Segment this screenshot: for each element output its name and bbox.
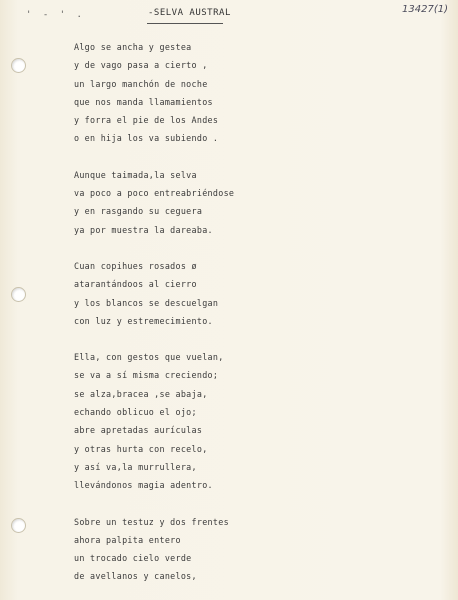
punch-hole xyxy=(11,287,26,302)
archive-number: 13427(1) xyxy=(402,4,448,15)
stanza-2 xyxy=(74,166,434,239)
poem-line: abre apretadas aurículas xyxy=(74,425,203,436)
poem-line: con luz y estremecimiento. xyxy=(74,315,213,326)
poem-line: y así va,la murrullera, xyxy=(74,461,197,472)
poem-line: y de vago pasa a cierto , xyxy=(74,60,208,71)
stanza-3 xyxy=(74,257,434,330)
poem-line: que nos manda llamamientos xyxy=(74,96,213,107)
poem-line: ahora palpita entero xyxy=(74,534,181,545)
punch-hole xyxy=(11,518,26,533)
poem-line: llevándonos magia adentro. xyxy=(74,480,213,491)
stanza-1 xyxy=(74,38,434,148)
handwritten-marks: ' - ' . xyxy=(26,10,85,20)
poem-title: -SELVA AUSTRAL xyxy=(148,8,231,18)
poem-line: se alza,bracea ,se abaja, xyxy=(74,388,208,399)
poem-line: y forra el pie de los Andes xyxy=(74,115,219,126)
punch-hole xyxy=(11,58,26,73)
title-underline xyxy=(147,23,223,24)
stanza-4 xyxy=(74,348,434,494)
poem-line: de avellanos y canelos, xyxy=(74,571,197,582)
poem-line: Cuan copihues rosados ø xyxy=(74,260,197,271)
poem-line: y los blancos se descuelgan xyxy=(74,297,219,308)
poem-line: va poco a poco entreabriéndose xyxy=(74,188,235,199)
poem-body xyxy=(74,38,434,600)
poem-line: atarantándoos al cierro xyxy=(74,279,197,290)
poem-line: se va a sí misma creciendo; xyxy=(74,370,219,381)
poem-line: Algo se ancha y gestea xyxy=(74,42,192,52)
poem-line: y otras hurta con recelo, xyxy=(74,443,208,454)
poem-line: Sobre un testuz y dos frentes xyxy=(74,516,229,527)
poem-line: y en rasgando su ceguera xyxy=(74,206,203,217)
poem-line: o en hija los va subiendo . xyxy=(74,133,219,144)
poem-line: un largo manchón de noche xyxy=(74,78,208,89)
poem-line: Aunque taimada,la selva xyxy=(74,169,197,180)
poem-line: echando oblicuo el ojo; xyxy=(74,407,197,418)
poem-line: ya por muestra la dareaba. xyxy=(74,224,213,235)
poem-line: un trocado cielo verde xyxy=(74,553,192,564)
stanza-5 xyxy=(74,513,434,586)
poem-line: Ella, con gestos que vuelan, xyxy=(74,352,224,363)
